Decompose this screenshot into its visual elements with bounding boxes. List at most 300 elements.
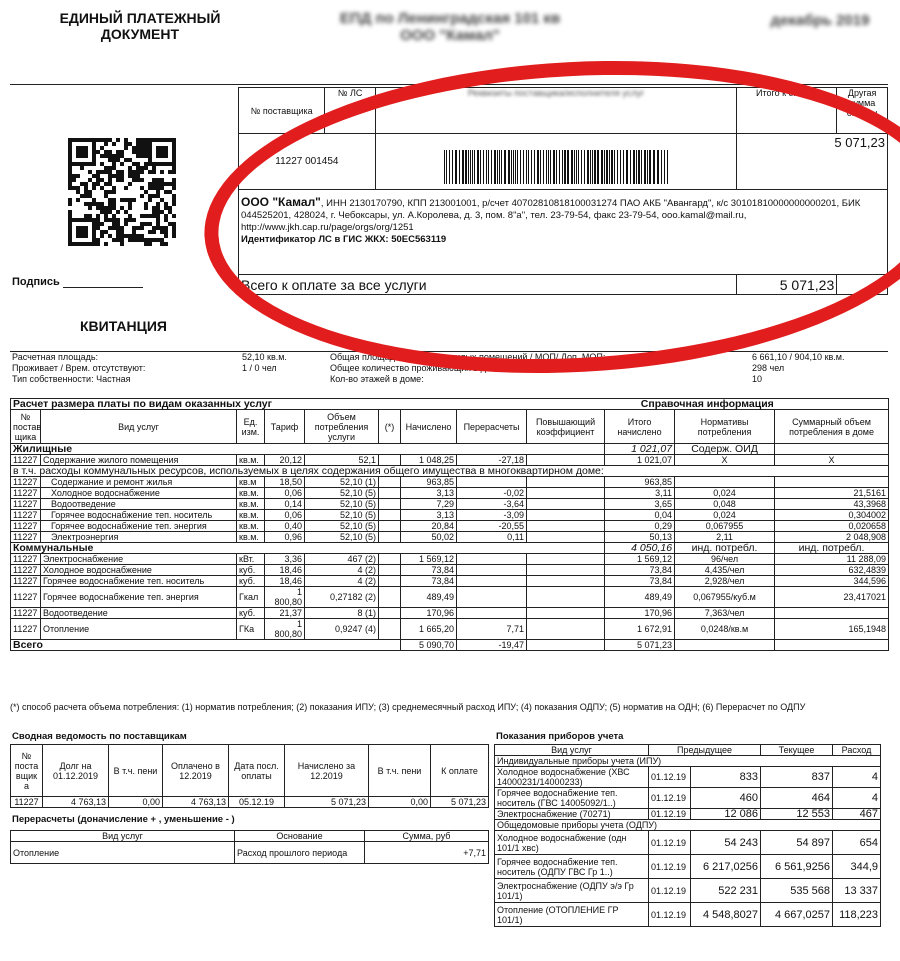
all-services-label: Всего к оплате за все услуги <box>239 275 737 295</box>
calc-col-header: Вид услуг <box>41 410 237 444</box>
section-ref2: инд. потребл. <box>775 543 889 554</box>
meter-cell: Холодное водоснабжение (ХВС 14000231/14000233) <box>495 767 649 788</box>
area-value: 52,10 кв.м. <box>242 352 287 362</box>
table-cell: 23,417021 <box>775 587 889 608</box>
calc-footnote: (*) способ расчета объема потребления: (1) норматив потребления; (2) показания ИПУ; (3) среднемесячный расход ИПУ; (4) показания ОДПУ; (5) норматив на ОДН; (6) Перерасчет по ОДПУ <box>10 702 806 712</box>
total-recalc: -19,47 <box>457 640 527 651</box>
blurred-header-right: декабрь 2019 <box>770 12 870 29</box>
table-cell: 1 048,25 <box>401 455 457 466</box>
table-cell: 0,024 <box>675 488 775 499</box>
table-cell <box>527 521 605 532</box>
table-cell: 0,020658 <box>775 521 889 532</box>
table-cell: 18,46 <box>265 576 305 587</box>
table-cell: 2,928/чел <box>675 576 775 587</box>
table-cell: 21,5161 <box>775 488 889 499</box>
table-cell <box>527 477 605 488</box>
table-cell: 52,10 (1) <box>305 477 379 488</box>
summary-col-header: № поста вщик а <box>11 745 43 797</box>
total-residents-label: Общее количество проживающих в доме: <box>330 363 505 373</box>
summary-col-header: В т.ч. пени <box>109 745 163 797</box>
table-cell <box>379 488 401 499</box>
table-cell <box>379 619 401 640</box>
table-cell <box>379 455 401 466</box>
table-cell: 11227 <box>11 608 41 619</box>
meter-cell: 54 897 <box>761 831 833 855</box>
table-cell: Гкал <box>237 587 265 608</box>
meter-row <box>495 809 881 820</box>
recalc-table <box>10 830 489 864</box>
section-row <box>11 543 889 554</box>
table-row <box>11 499 889 510</box>
meters-col-current: Текущее <box>761 745 833 756</box>
table-cell <box>527 455 605 466</box>
table-cell: 1 800,80 <box>265 587 305 608</box>
recalc-service: Отопление <box>11 842 235 864</box>
meter-cell: Холодное водоснабжение (одн 101/1 хвс) <box>495 831 649 855</box>
table-cell: куб. <box>237 576 265 587</box>
meter-cell: 837 <box>761 767 833 788</box>
meter-row <box>495 767 881 788</box>
table-cell: Отопление <box>41 619 237 640</box>
table-cell <box>527 499 605 510</box>
meter-cell: 467 <box>833 809 881 820</box>
table-cell: 0,067955 <box>675 521 775 532</box>
table-cell <box>527 554 605 565</box>
table-cell: 963,85 <box>605 477 675 488</box>
ownership-label: Тип собственности: Частная <box>12 374 131 384</box>
calc-col-header: Тариф <box>265 410 305 444</box>
table-cell: 20,84 <box>401 521 457 532</box>
table-cell: 7,71 <box>457 619 527 640</box>
table-cell: -3,64 <box>457 499 527 510</box>
table-row <box>11 532 889 543</box>
table-cell: 0,40 <box>265 521 305 532</box>
table-row <box>11 554 889 565</box>
table-cell: 20,12 <box>265 455 305 466</box>
incl-label: в т.ч. расходы коммунальных ресурсов, используемых в целях содержания общего имущества в многоквартирном доме: <box>11 466 889 477</box>
table-cell: Электроснабжение <box>41 554 237 565</box>
summary-cell: 11227 <box>11 797 43 808</box>
total-label: Всего <box>11 640 401 651</box>
table-cell: -3,09 <box>457 510 527 521</box>
calc-col-header: Объем потребления услуги <box>305 410 379 444</box>
table-cell: 0,304002 <box>775 510 889 521</box>
table-cell: 11227 <box>11 455 41 466</box>
summary-col-header: Долг на 01.12.2019 <box>43 745 109 797</box>
table-cell: 3,65 <box>605 499 675 510</box>
table-cell: 3,11 <box>605 488 675 499</box>
meter-cell: 654 <box>833 831 881 855</box>
table-cell: кВт. <box>237 554 265 565</box>
calc-section-title: Расчет размера платы по видам оказанных услуг <box>11 399 527 410</box>
table-cell: 4,435/чел <box>675 565 775 576</box>
table-cell: 52,10 (5) <box>305 521 379 532</box>
table-cell: 11227 <box>11 619 41 640</box>
table-cell: Содержание жилого помещения <box>41 455 237 466</box>
table-cell: 4 (2) <box>305 576 379 587</box>
table-cell: 0,04 <box>605 510 675 521</box>
summary-col-header: К оплате <box>431 745 489 797</box>
calc-col-header: Итого начислено <box>605 410 675 444</box>
meter-cell: 4 548,8027 <box>691 903 761 927</box>
floors-label: Кол-во этажей в доме: <box>330 374 424 384</box>
table-cell <box>379 587 401 608</box>
col-requisites: Реквизиты поставщика/исполнителя услуг <box>375 88 736 134</box>
table-cell: 50,02 <box>401 532 457 543</box>
table-cell <box>379 608 401 619</box>
table-cell: 73,84 <box>401 576 457 587</box>
summary-cell: 4 763,13 <box>163 797 229 808</box>
company-details: ООО "Камал", ИНН 2130170790, КПП 213001001, р/счет 40702810818100031274 ПАО АКБ "Авангард", к/с 30101810000000000201, БИК 044525201, 428024, г. Чебоксары, ул. А.Королева, д. 3, пом. 8"а", тел. 23-79-54, факс 23-79-54, ooo.kamal@mail.ru, http://www.jkh.cap.ru/page/orgs/org/1251 Идентификатор ЛС в ГИС ЖКХ: 50ЕС563119 <box>239 190 888 275</box>
table-cell: 3,13 <box>401 488 457 499</box>
table-cell: 73,84 <box>605 576 675 587</box>
meter-cell: 344,9 <box>833 855 881 879</box>
table-cell: кв.м. <box>237 521 265 532</box>
table-cell: 0,29 <box>605 521 675 532</box>
meter-cell: 118,223 <box>833 903 881 927</box>
table-cell: кв.м. <box>237 532 265 543</box>
table-cell: 11227 <box>11 587 41 608</box>
table-cell: 2 048,908 <box>775 532 889 543</box>
section-total: 1 021,07 <box>605 444 675 455</box>
table-cell: 11227 <box>11 576 41 587</box>
table-cell: 11227 <box>11 499 41 510</box>
summary-cell: 5 071,23 <box>285 797 369 808</box>
table-cell <box>527 619 605 640</box>
table-cell <box>527 608 605 619</box>
table-cell <box>379 532 401 543</box>
calc-col-header: Начислено <box>401 410 457 444</box>
table-row <box>11 488 889 499</box>
table-cell: 3,13 <box>401 510 457 521</box>
meter-cell: 01.12.19 <box>649 855 691 879</box>
meters-title: Показания приборов учета <box>496 731 624 742</box>
col-total: Итого к оплате <box>737 88 837 134</box>
recalc-basis: Расход прошлого периода <box>235 842 365 864</box>
table-cell <box>457 554 527 565</box>
table-cell <box>379 499 401 510</box>
meters-col-consumption: Расход <box>833 745 881 756</box>
table-cell: 73,84 <box>401 565 457 576</box>
col-account-no: № ЛС <box>325 88 375 134</box>
table-cell: 7,363/чел <box>675 608 775 619</box>
meter-cell: 01.12.19 <box>649 831 691 855</box>
table-cell: 11227 <box>11 477 41 488</box>
meter-row <box>495 788 881 809</box>
table-cell: 52,10 (5) <box>305 499 379 510</box>
table-cell: 170,96 <box>605 608 675 619</box>
table-row <box>11 521 889 532</box>
meter-cell: 01.12.19 <box>649 809 691 820</box>
meter-cell: 522 231 <box>691 879 761 903</box>
summary-col-header: Оплачено в 12.2019 <box>163 745 229 797</box>
meter-cell: 01.12.19 <box>649 903 691 927</box>
table-cell: 52,1 <box>305 455 379 466</box>
table-cell: 18,50 <box>265 477 305 488</box>
residents-label: Проживает / Врем. отсутствуют: <box>12 363 146 373</box>
col-other-sum: Другая сумма оплаты <box>837 88 888 134</box>
summary-cell: 05.12.19 <box>229 797 285 808</box>
meter-cell: 01.12.19 <box>649 767 691 788</box>
table-cell: куб. <box>237 565 265 576</box>
meter-cell: 6 561,9256 <box>761 855 833 879</box>
table-cell: 96/чел <box>675 554 775 565</box>
meter-cell: 4 667,0257 <box>761 903 833 927</box>
recalc-sum: +7,71 <box>365 842 489 864</box>
summary-cell: 0,00 <box>369 797 431 808</box>
table-cell: Горячее водоснабжение теп. носитель <box>41 576 237 587</box>
table-cell: 50,13 <box>605 532 675 543</box>
table-cell: кв.м. <box>237 499 265 510</box>
table-cell: 11 288,09 <box>775 554 889 565</box>
table-cell: 11227 <box>11 532 41 543</box>
table-row <box>11 576 889 587</box>
section-ref: Содерж. ОИД <box>675 444 775 455</box>
table-cell: 0,06 <box>265 488 305 499</box>
section-row <box>11 444 889 455</box>
reference-title: Справочная информация <box>527 399 889 410</box>
table-cell: ГКа <box>237 619 265 640</box>
section-total: 4 050,16 <box>605 543 675 554</box>
meter-cell: 01.12.19 <box>649 788 691 809</box>
table-cell <box>457 576 527 587</box>
meter-row <box>495 855 881 879</box>
summary-col-header: Дата посл. оплаты <box>229 745 285 797</box>
meter-cell: 535 568 <box>761 879 833 903</box>
table-row <box>11 455 889 466</box>
table-cell: 4 (2) <box>305 565 379 576</box>
meter-section-label: Индивидуальные приборы учета (ИПУ) <box>495 756 881 767</box>
table-row <box>11 619 889 640</box>
total-charged: 5 090,70 <box>401 640 457 651</box>
meter-cell: 460 <box>691 788 761 809</box>
table-cell <box>457 608 527 619</box>
table-cell <box>675 477 775 488</box>
table-cell: 52,10 (5) <box>305 488 379 499</box>
common-area-value: 6 661,10 / 904,10 кв.м. <box>752 352 845 362</box>
table-cell <box>379 576 401 587</box>
signature-field: Подпись <box>12 276 143 288</box>
table-cell: Горячее водоснабжение теп. энергия <box>41 521 237 532</box>
table-cell: X <box>675 455 775 466</box>
table-cell: -20,55 <box>457 521 527 532</box>
table-cell: 11227 <box>11 488 41 499</box>
section-ref: инд. потребл. <box>675 543 775 554</box>
table-cell: 11227 <box>11 521 41 532</box>
table-row <box>11 587 889 608</box>
all-services-amount: 5 071,23 <box>737 275 837 295</box>
table-cell: Водоотведение <box>41 499 237 510</box>
residents-value: 1 / 0 чел <box>242 363 277 373</box>
recalc-col-basis: Основание <box>235 831 365 842</box>
meter-row <box>495 879 881 903</box>
table-cell <box>379 510 401 521</box>
table-cell: 3,36 <box>265 554 305 565</box>
summary-cell: 4 763,13 <box>43 797 109 808</box>
table-cell: 0,14 <box>265 499 305 510</box>
total-row <box>11 640 889 651</box>
meter-cell: 54 243 <box>691 831 761 855</box>
table-cell: 0,06 <box>265 510 305 521</box>
table-cell: 0,048 <box>675 499 775 510</box>
meter-cell: 12 086 <box>691 809 761 820</box>
table-cell: X <box>775 455 889 466</box>
table-cell <box>527 510 605 521</box>
table-row <box>11 510 889 521</box>
recalc-col-sum: Сумма, руб <box>365 831 489 842</box>
meter-cell: 4 <box>833 767 881 788</box>
meter-cell: Горячее водоснабжение теп. носитель (ОДПУ ГВС Гр 1..) <box>495 855 649 879</box>
table-cell <box>527 587 605 608</box>
area-label: Расчетная площадь: <box>12 352 99 362</box>
calc-col-header: Суммарный объем потребления в доме <box>775 410 889 444</box>
meters-table <box>494 744 881 927</box>
table-cell: -0,02 <box>457 488 527 499</box>
recalc-title: Перерасчеты (доначисление + , уменьшение - ) <box>12 814 235 825</box>
table-cell: Содержание и ремонт жилья <box>41 477 237 488</box>
section-label: Жилищные <box>11 444 605 455</box>
section-ref2 <box>775 444 889 455</box>
table-cell: Холодное водоснабжение <box>41 565 237 576</box>
summary-title: Сводная ведомость по поставщикам <box>12 731 187 742</box>
table-cell: 467 (2) <box>305 554 379 565</box>
table-cell: кв.м. <box>237 510 265 521</box>
meters-col-previous: Предыдущее <box>649 745 761 756</box>
table-cell: Горячее водоснабжение теп. энергия <box>41 587 237 608</box>
recalc-col-service: Вид услуг <box>11 831 235 842</box>
table-cell: 0,067955/куб.м <box>675 587 775 608</box>
table-cell: 52,10 (5) <box>305 532 379 543</box>
table-cell: 11227 <box>11 565 41 576</box>
col-supplier-no: № поставщика <box>239 88 325 134</box>
table-cell: -27,18 <box>457 455 527 466</box>
table-row <box>11 565 889 576</box>
section-label: Коммунальные <box>11 543 605 554</box>
table-cell: куб. <box>237 608 265 619</box>
calc-col-header: Нормативы потребления <box>675 410 775 444</box>
table-cell <box>457 565 527 576</box>
meter-cell: Отопление (ОТОПЛЕНИЕ ГР 101/1) <box>495 903 649 927</box>
table-cell: 1 021,07 <box>605 455 675 466</box>
total-sum: 5 071,23 <box>605 640 675 651</box>
table-cell: 0,27182 (2) <box>305 587 379 608</box>
table-cell <box>379 477 401 488</box>
table-cell <box>775 608 889 619</box>
table-cell <box>775 477 889 488</box>
receipt-title: КВИТАНЦИЯ <box>80 318 167 334</box>
table-cell: 489,49 <box>605 587 675 608</box>
table-cell <box>457 587 527 608</box>
table-cell: 1 569,12 <box>605 554 675 565</box>
meter-cell: 464 <box>761 788 833 809</box>
supplier-account: 11227 001454 <box>239 134 376 190</box>
blurred-header-center: ЕПД по Ленинградская 101 кв ООО "Камал" <box>339 10 561 44</box>
total-residents-value: 298 чел <box>752 363 785 373</box>
table-cell: 489,49 <box>401 587 457 608</box>
calc-col-header: (*) <box>379 410 401 444</box>
table-cell: 73,84 <box>605 565 675 576</box>
table-cell: Электроэнергия <box>41 532 237 543</box>
total-amount: 5 071,23 <box>737 134 888 190</box>
table-cell: 632,4839 <box>775 565 889 576</box>
table-cell <box>379 554 401 565</box>
table-cell <box>379 521 401 532</box>
table-cell: 344,596 <box>775 576 889 587</box>
calc-col-header: Перерасчеты <box>457 410 527 444</box>
document-title: ЕДИНЫЙ ПЛАТЕЖНЫЙ ДОКУМЕНТ <box>59 10 221 42</box>
table-cell <box>379 565 401 576</box>
meter-section-label: Общедомовые приборы учета (ОДПУ) <box>495 820 881 831</box>
table-cell: 1 569,12 <box>401 554 457 565</box>
table-cell <box>527 576 605 587</box>
section-row <box>11 466 889 477</box>
summary-col-header: В т.ч. пени <box>369 745 431 797</box>
meter-cell: Электроснабжение (ОДПУ э/э Гр 101/1) <box>495 879 649 903</box>
table-cell <box>527 565 605 576</box>
table-cell: 0,024 <box>675 510 775 521</box>
table-cell: 0,11 <box>457 532 527 543</box>
table-cell: Холодное водоснабжение <box>41 488 237 499</box>
table-cell: кв.м <box>237 477 265 488</box>
table-cell: 21,37 <box>265 608 305 619</box>
table-cell: 170,96 <box>401 608 457 619</box>
meter-cell: 833 <box>691 767 761 788</box>
meter-cell: 4 <box>833 788 881 809</box>
summary-cell: 5 071,23 <box>431 797 489 808</box>
summary-cell: 0,00 <box>109 797 163 808</box>
table-cell: 11227 <box>11 554 41 565</box>
table-cell: кв.м. <box>237 455 265 466</box>
table-cell: 963,85 <box>401 477 457 488</box>
calculation-table <box>10 398 889 651</box>
summary-table <box>10 744 489 808</box>
summary-col-header: Начислено за 12.2019 <box>285 745 369 797</box>
meter-section <box>495 756 881 767</box>
meter-cell: Горячее водоснабжение теп. носитель (ГВС 14005092/1..) <box>495 788 649 809</box>
table-cell: 7,29 <box>401 499 457 510</box>
table-row <box>11 477 889 488</box>
qr-code-icon <box>68 138 176 246</box>
table-row <box>11 608 889 619</box>
table-cell: 8 (1) <box>305 608 379 619</box>
table-cell: 1 800,80 <box>265 619 305 640</box>
meter-row <box>495 903 881 927</box>
meter-cell: 6 217,0256 <box>691 855 761 879</box>
table-cell <box>457 477 527 488</box>
meter-cell: 01.12.19 <box>649 879 691 903</box>
meter-cell: 12 553 <box>761 809 833 820</box>
meter-cell: 13 337 <box>833 879 881 903</box>
floors-value: 10 <box>752 374 763 384</box>
table-cell: 1 665,20 <box>401 619 457 640</box>
table-cell: 18,46 <box>265 565 305 576</box>
table-cell: Водоотведение <box>41 608 237 619</box>
common-area-label: Общая площадь жилых и нежилых помещений / МОП/ Доп. МОП: <box>330 352 606 362</box>
table-cell: 2,11 <box>675 532 775 543</box>
table-cell: 52,10 (5) <box>305 510 379 521</box>
table-cell <box>527 532 605 543</box>
table-cell: кв.м. <box>237 488 265 499</box>
meter-cell: Электроснабжение (70271) <box>495 809 649 820</box>
calc-col-header: № постав щика <box>11 410 41 444</box>
calc-col-header: Повышающий коэффициент <box>527 410 605 444</box>
meters-col-service: Вид услуг <box>495 745 649 756</box>
table-cell: 165,1948 <box>775 619 889 640</box>
table-cell: 0,9247 (4) <box>305 619 379 640</box>
table-cell <box>527 488 605 499</box>
table-cell: 1 672,91 <box>605 619 675 640</box>
meter-row <box>495 831 881 855</box>
